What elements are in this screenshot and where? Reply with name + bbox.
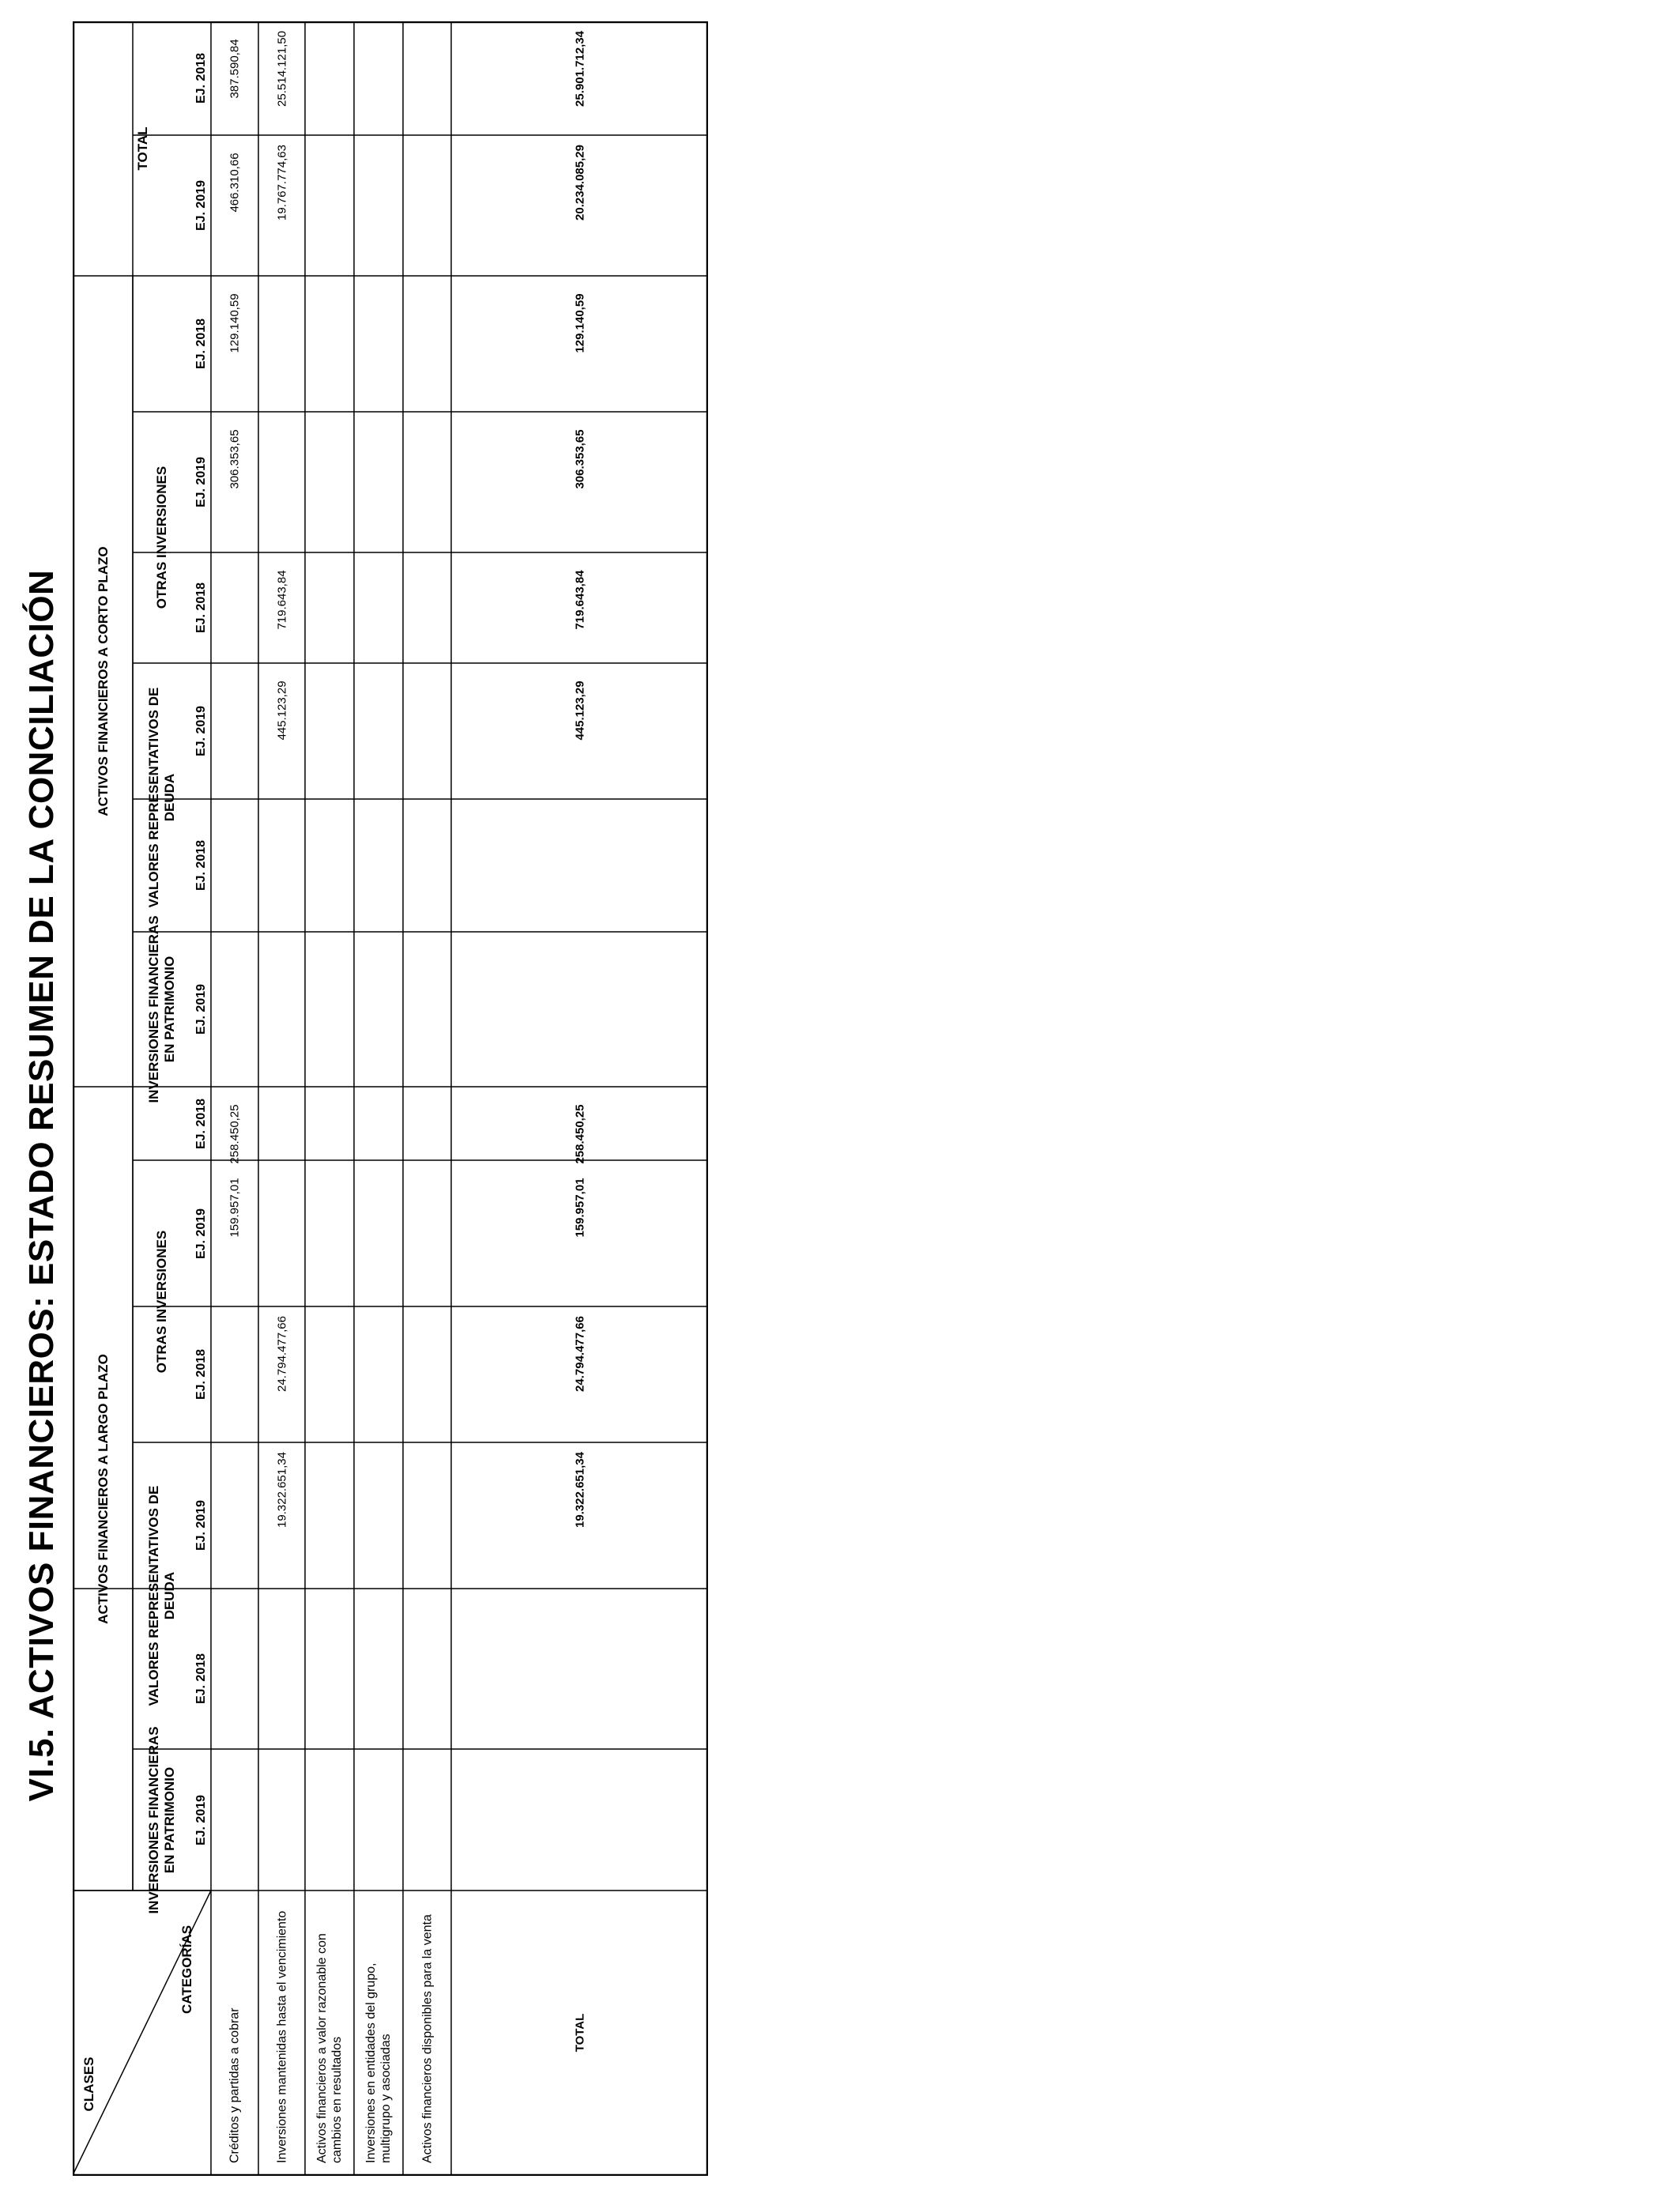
- totals-value-cell: [451, 1442, 708, 1608]
- table-value: 159.957,01: [228, 1178, 242, 1238]
- totals-value-cell: [451, 552, 708, 663]
- cp-inv-patrimonio-header: [133, 915, 191, 1103]
- page-title: VI.5. ACTIVOS FINANCIEROS: ESTADO RESUMEN DE LA CONCILIACIÓN: [22, 569, 61, 1802]
- year-header-label: EJ. 2019: [194, 179, 208, 232]
- cp-valores-header: [133, 663, 191, 932]
- table-row-label-cell: [211, 1893, 258, 2173]
- year-header-label: EJ. 2019: [194, 456, 208, 508]
- year-header-cell: [191, 276, 211, 412]
- table-value-cell: [258, 1442, 305, 1608]
- total-header-label: TOTAL: [134, 126, 150, 171]
- table-value-cell: [211, 21, 258, 135]
- year-header-cell: [191, 1306, 211, 1442]
- totals-value-cell: [451, 21, 708, 135]
- largo-plazo-header: [74, 1088, 133, 1889]
- totals-value-cell: [451, 663, 708, 799]
- year-header-cell: [191, 1608, 211, 1749]
- year-header-label: EJ. 2019: [194, 983, 208, 1035]
- totals-value-cell: [451, 1306, 708, 1442]
- totals-value: 129.140,59: [573, 293, 586, 353]
- table-value-cell: [258, 663, 305, 799]
- year-header-label: EJ. 2018: [194, 318, 208, 370]
- year-header-label: EJ. 2018: [194, 1348, 208, 1400]
- table-value: 25.514.121,50: [275, 31, 288, 107]
- totals-value: 19.322.651,34: [573, 1452, 586, 1528]
- lp-valores-header: [133, 1442, 191, 1749]
- corto-plazo-label: ACTIVOS FINANCIEROS A CORTO PLAZO: [96, 546, 111, 816]
- lp-inv-patrimonio-label: INVERSIONES FINANCIERAS EN PATRIMONIO: [146, 1725, 177, 1914]
- row-category-label: Inversiones en entidades del grupo, multigrupo y asociadas: [364, 1962, 393, 2163]
- year-header-cell: [191, 799, 211, 932]
- year-header-cell: [191, 1160, 211, 1306]
- totals-value-cell: [451, 276, 708, 412]
- year-header-cell: [191, 552, 211, 663]
- cp-otras-label: OTRAS INVERSIONES: [154, 466, 169, 609]
- table-value-cell: [258, 135, 305, 276]
- totals-label-cell: [451, 1893, 708, 2173]
- clases-label: CLASES: [81, 2056, 96, 2112]
- table-value: 466.310,66: [228, 153, 242, 213]
- totals-value-cell: [451, 1087, 708, 1164]
- table-value: 445.123,29: [275, 680, 288, 741]
- reconciliation-table: [73, 21, 708, 2176]
- table-value-cell: [211, 1087, 258, 1164]
- year-header-label: EJ. 2019: [194, 1499, 208, 1551]
- year-header-cell: [191, 412, 211, 552]
- year-header-label: EJ. 2018: [194, 1653, 208, 1705]
- lp-inv-patrimonio-header: [133, 1725, 191, 1914]
- totals-label: TOTAL: [573, 2013, 586, 2053]
- totals-value-cell: [451, 1160, 708, 1306]
- totals-value: 306.353,65: [573, 429, 586, 489]
- totals-value: 258.450,25: [573, 1104, 586, 1164]
- year-header-label: EJ. 2018: [194, 52, 208, 104]
- cp-inv-patrimonio-label: INVERSIONES FINANCIERAS EN PATRIMONIO: [146, 915, 177, 1103]
- categorias-header: [168, 1894, 207, 2045]
- table-value-cell: [211, 412, 258, 552]
- lp-otras-label: OTRAS INVERSIONES: [154, 1230, 169, 1373]
- lp-otras-header: [133, 1160, 191, 1442]
- table-value-cell: [258, 21, 305, 135]
- totals-value: 445.123,29: [573, 680, 586, 741]
- year-header-label: EJ. 2018: [194, 839, 208, 892]
- totals-value: 20.234.085,29: [573, 145, 586, 221]
- table-value: 306.353,65: [228, 429, 242, 489]
- categorias-label: CATEGORÍAS: [179, 1924, 194, 2015]
- table-value: 129.140,59: [228, 293, 242, 353]
- year-header-cell: [191, 1749, 211, 1891]
- table-value: 19.767.774,63: [275, 145, 288, 221]
- table-value-cell: [211, 1160, 258, 1306]
- totals-value: 24.794.477,66: [573, 1316, 586, 1392]
- table-row-label-cell: [258, 1893, 305, 2173]
- table-row-label-cell: [354, 1893, 403, 2173]
- year-header-cell: [191, 663, 211, 799]
- year-header-cell: [191, 1087, 211, 1160]
- year-header-label: EJ. 2019: [194, 1208, 208, 1259]
- row-category-label: Activos financieros a valor razonable con cambios en resultados: [315, 1933, 344, 2163]
- corto-plazo-header: [74, 277, 133, 1085]
- lp-valores-label: VALORES REPRESENTATIVOS DE DEUDA: [146, 1485, 177, 1706]
- row-category-label: Créditos y partidas a cobrar: [228, 2007, 242, 2163]
- row-category-label: Inversiones mantenidas hasta el vencimiento: [275, 1910, 288, 2163]
- table-row-label-cell: [305, 1893, 354, 2173]
- table-value-cell: [258, 1306, 305, 1442]
- totals-value: 719.643,84: [573, 570, 586, 630]
- table-value-cell: [258, 552, 305, 663]
- table-value: 19.322.651,34: [275, 1452, 288, 1528]
- year-header-cell: [191, 21, 211, 135]
- year-header-label: EJ. 2019: [194, 1794, 208, 1845]
- clases-header: [74, 1997, 104, 2171]
- cp-otras-header: [133, 412, 191, 663]
- table-value: 24.794.477,66: [275, 1316, 288, 1392]
- year-header-cell: [191, 1442, 211, 1608]
- year-header-label: EJ. 2019: [194, 705, 208, 757]
- table-row-label-cell: [403, 1893, 451, 2173]
- table-value-cell: [211, 135, 258, 276]
- year-header-label: EJ. 2018: [194, 582, 208, 634]
- row-category-label: Activos financieros disponibles para la venta: [420, 1914, 434, 2163]
- table-value: 387.590,84: [228, 39, 242, 99]
- table-value-cell: [211, 276, 258, 412]
- year-header-label: EJ. 2018: [194, 1098, 208, 1149]
- year-header-cell: [191, 135, 211, 276]
- table-value: 258.450,25: [228, 1104, 242, 1164]
- table-value: 719.643,84: [275, 570, 288, 630]
- totals-value: 25.901.712,34: [573, 31, 586, 107]
- largo-plazo-label: ACTIVOS FINANCIEROS A LARGO PLAZO: [96, 1353, 111, 1624]
- year-header-cell: [191, 932, 211, 1087]
- totals-value: 159.957,01: [573, 1178, 586, 1238]
- page-title-strip: [14, 0, 70, 2194]
- cp-valores-label: VALORES REPRESENTATIVOS DE DEUDA: [146, 687, 177, 908]
- totals-value-cell: [451, 135, 708, 276]
- totals-value-cell: [451, 412, 708, 552]
